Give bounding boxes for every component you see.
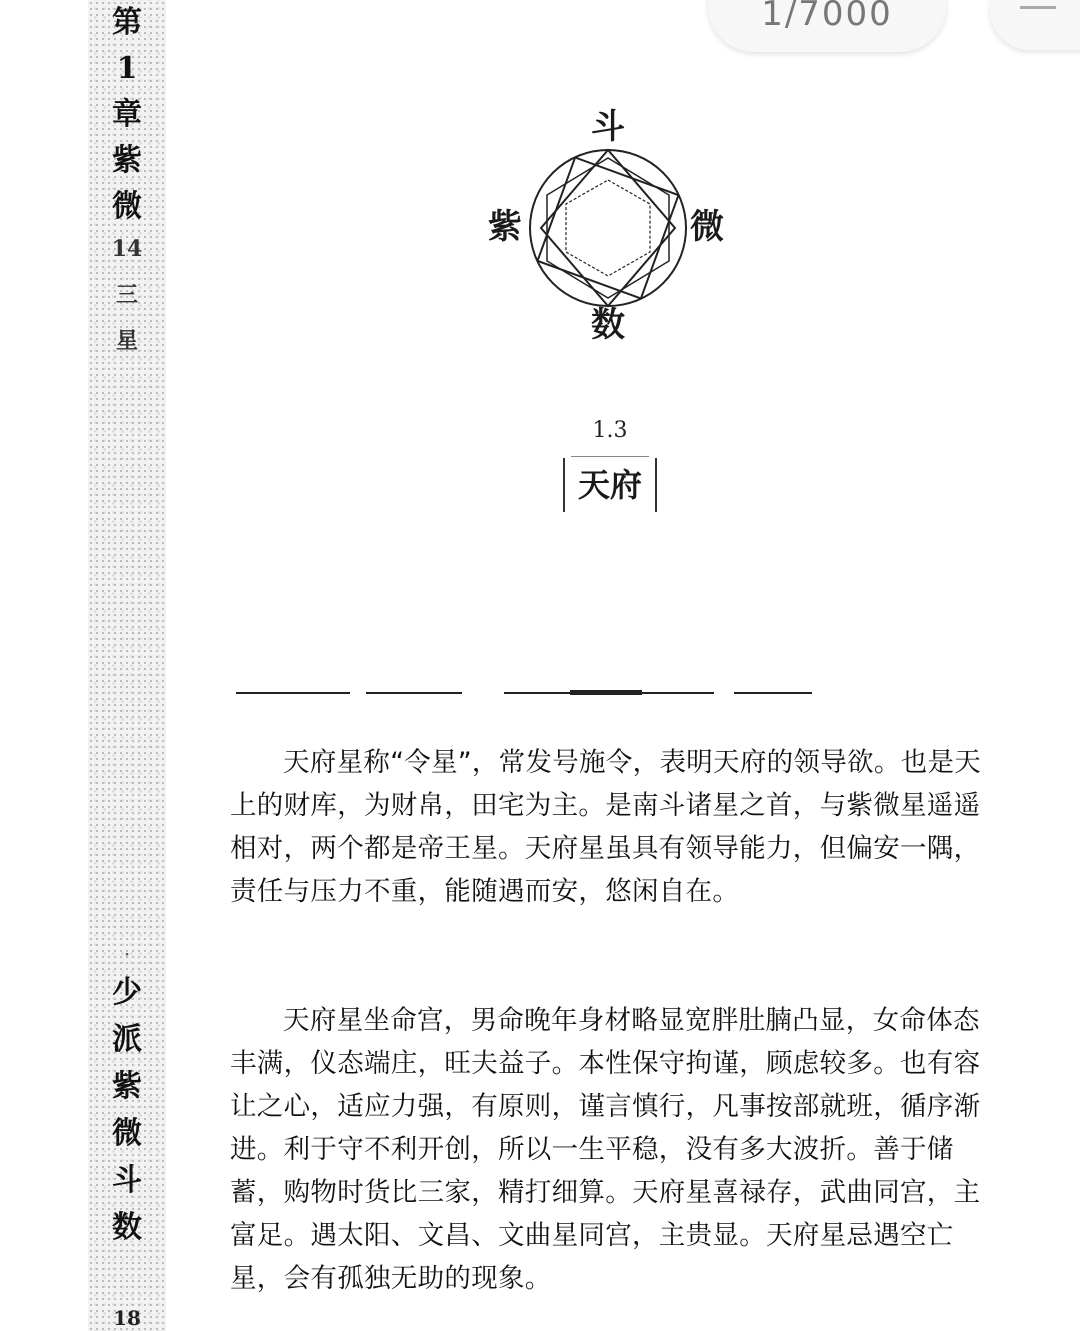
emblem-label-bottom: 数 (591, 305, 625, 345)
emblem-label-left: 紫 (488, 207, 522, 247)
emblem-label-top: 斗 (591, 107, 625, 147)
spine-char: 派 (112, 1022, 142, 1057)
page-number: 18 (113, 1306, 141, 1330)
spine-char: 紫 (112, 1069, 142, 1104)
spine-char: 三 (115, 282, 138, 308)
spine-char: 1 (116, 51, 138, 86)
divider-segment (642, 692, 714, 694)
spine-char: 数 (112, 1210, 142, 1245)
menu-button[interactable] (990, 0, 1080, 50)
divider-segment (504, 692, 570, 694)
spine-char: 斗 (112, 1163, 142, 1198)
body-paragraph: 天府星称“令星”，常发号施令，表明天府的领导欲。也是天上的财库，为财帛，田宅为主。是南斗诸星之首，与紫微星遥遥相对，两个都是帝王星。天府星虽具有领导能力，但偏安一隅，责任与压力不重，能随遇而安，悠闲自在。 (230, 747, 982, 907)
divider-segment (366, 692, 462, 694)
page-indicator-text: 1/7000 (761, 0, 893, 34)
divider-segment (570, 690, 642, 695)
spine-char: 章 (112, 97, 142, 132)
book-title-vertical (88, 948, 166, 1260)
spine-char: 微 (112, 1116, 142, 1151)
page-indicator[interactable] (708, 0, 946, 52)
spine-char: 少 (112, 975, 142, 1010)
section-title: 天府 (563, 458, 657, 512)
spine-char: 微 (112, 189, 142, 224)
spine-char: 第 (112, 5, 142, 40)
divider-segment (236, 692, 350, 694)
spine-char: · (124, 947, 130, 963)
section-number: 1.3 (592, 418, 628, 443)
divider-segment (734, 692, 812, 694)
body-paragraph: 天府星坐命宫，男命晚年身材略显宽胖肚腩凸显，女命体态丰满，仪态端庄，旺夫益子。本性保守拘谨，顾虑较多。也有容让之心，适应力强，有原则，谨言慎行，凡事按部就班，循序渐进。利于守不利开创，所以一生平稳，没有多大波折。善于储蓄，购物时货比三家，精打细算。天府星喜禄存，武曲同宫，主富足。遇太阳、文昌、文曲星同宫，主贵显。天府星忌遇空亡星，会有孤独无助的现象。 (230, 1005, 981, 1294)
book-spine-strip (88, 0, 166, 1331)
menu-icon (1020, 6, 1056, 9)
emblem-label-right: 微 (690, 207, 724, 247)
chapter-heading-vertical (88, 5, 166, 376)
spine-char: 紫 (112, 143, 142, 178)
ziwei-emblem (470, 100, 750, 350)
spine-char: 星 (115, 328, 138, 354)
spine-char: 14 (111, 236, 143, 262)
